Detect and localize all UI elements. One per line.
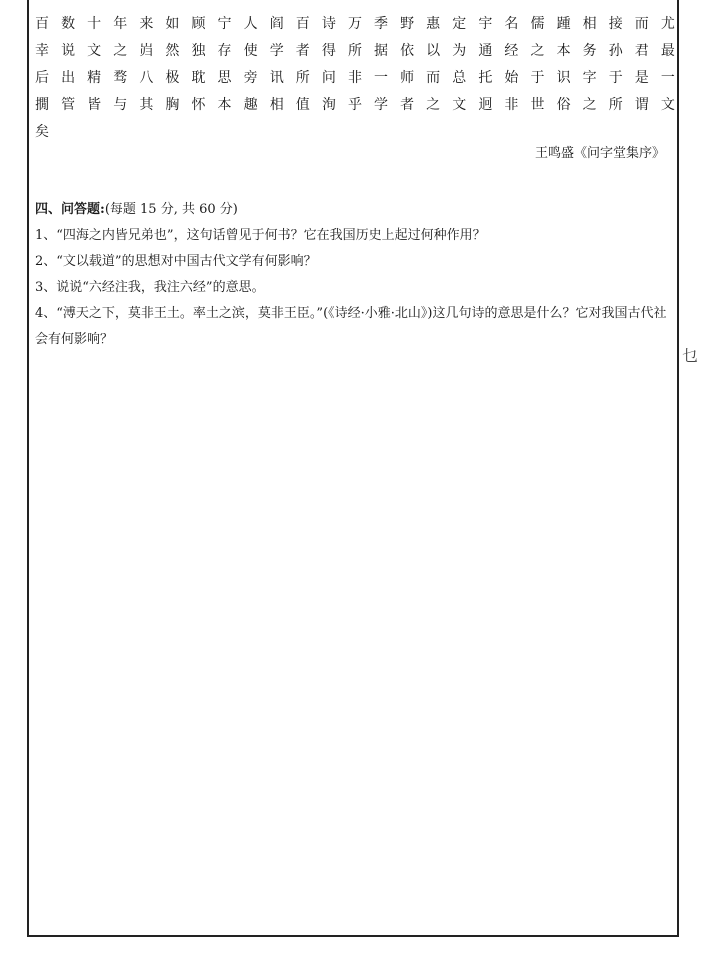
passage-char: 来 xyxy=(139,16,154,32)
passage-char: 如 xyxy=(165,16,180,32)
passage-char: 者 xyxy=(295,43,310,59)
passage-char: 相 xyxy=(269,97,284,113)
passage-char: 文 xyxy=(660,97,675,113)
passage-char: 诗 xyxy=(321,16,336,32)
passage-char: 尤 xyxy=(660,16,675,32)
passage-char: 年 xyxy=(113,16,128,32)
passage-char: 以 xyxy=(426,43,441,59)
passage-char: 据 xyxy=(374,43,389,59)
passage-char: 于 xyxy=(608,70,623,86)
passage-char: 宇 xyxy=(478,16,493,32)
passage-char: 于 xyxy=(530,70,545,86)
passage-char: 最 xyxy=(660,43,675,59)
passage-char: 儒 xyxy=(530,16,545,32)
passage-char: 骛 xyxy=(113,70,128,86)
passage-char: 岿 xyxy=(139,43,154,59)
passage-char: 世 xyxy=(530,97,545,113)
section-score: (每题 15 分, 共 60 分) xyxy=(104,202,238,217)
passage-char: 踵 xyxy=(556,16,571,32)
passage-char: 文 xyxy=(452,97,467,113)
classical-passage xyxy=(35,11,675,146)
passage-line xyxy=(35,65,675,92)
passage-char: 旁 xyxy=(243,70,258,86)
passage-char: 为 xyxy=(452,43,467,59)
question-item: 1、“四海之内皆兄弟也”，这句话曾见于何书？它在我国历史上起过何种作用？ xyxy=(35,228,486,243)
passage-char: 与 xyxy=(113,97,128,113)
passage-char: 学 xyxy=(269,43,284,59)
passage-char: 名 xyxy=(504,16,519,32)
passage-char: 之 xyxy=(426,97,441,113)
passage-char: 之 xyxy=(113,43,128,59)
passage-char: 得 xyxy=(321,43,336,59)
passage-char: 极 xyxy=(165,70,180,86)
passage-char: 之 xyxy=(530,43,545,59)
passage-char: 总 xyxy=(452,70,467,86)
passage-char: 耽 xyxy=(191,70,206,86)
passage-char: 讯 xyxy=(269,70,284,86)
passage-char: 是 xyxy=(634,70,649,86)
passage-char: 十 xyxy=(87,16,102,32)
passage-char: 独 xyxy=(191,43,206,59)
passage-char: 本 xyxy=(217,97,232,113)
passage-char: 经 xyxy=(504,43,519,59)
passage-char: 存 xyxy=(217,43,232,59)
passage-attribution: 王鸣盛《问字堂集序》 xyxy=(534,146,665,161)
passage-char: 君 xyxy=(634,43,649,59)
passage-char: 乎 xyxy=(347,97,362,113)
passage-char: 定 xyxy=(452,16,467,32)
passage-char: 非 xyxy=(504,97,519,113)
passage-char: 托 xyxy=(478,70,493,86)
question-item: 4、“溥天之下，莫非王土。率土之滨，莫非王臣。”(《诗经·小雅·北山》)这几句诗的意思是什么？它对我国古代社会有何影响？ xyxy=(35,306,667,347)
answer-sheet-frame xyxy=(27,0,679,937)
passage-char: 而 xyxy=(426,70,441,86)
passage-char: 一 xyxy=(660,70,675,86)
passage-char: 俗 xyxy=(556,97,571,113)
passage-char: 一 xyxy=(374,70,389,86)
passage-char: 皆 xyxy=(87,97,102,113)
passage-char: 八 xyxy=(139,70,154,86)
passage-char: 说 xyxy=(61,43,76,59)
passage-char: 百 xyxy=(295,16,310,32)
passage-char: 务 xyxy=(582,43,597,59)
passage-char: 识 xyxy=(556,70,571,86)
passage-char: 所 xyxy=(608,97,623,113)
passage-char: 谓 xyxy=(634,97,649,113)
passage-char: 本 xyxy=(556,43,571,59)
passage-char: 胸 xyxy=(165,97,180,113)
stray-handwritten-mark: 乜 xyxy=(682,346,699,365)
passage-char: 迥 xyxy=(478,97,493,113)
passage-char: 而 xyxy=(634,16,649,32)
passage-char: 惠 xyxy=(426,16,441,32)
passage-char: 顾 xyxy=(191,16,206,32)
passage-char: 字 xyxy=(582,70,597,86)
passage-char: 精 xyxy=(87,70,102,86)
passage-char: 百 xyxy=(35,16,49,32)
passage-char: 趣 xyxy=(243,97,258,113)
passage-char: 后 xyxy=(35,70,49,86)
passage-char: 思 xyxy=(217,70,232,86)
passage-char: 文 xyxy=(87,43,102,59)
passage-char: 问 xyxy=(321,70,336,86)
passage-char: 接 xyxy=(608,16,623,32)
passage-char: 相 xyxy=(582,16,597,32)
passage-char: 数 xyxy=(61,16,76,32)
passage-char: 孙 xyxy=(608,43,623,59)
passage-char: 季 xyxy=(374,16,389,32)
passage-char: 撊 xyxy=(35,97,49,113)
passage-char: 值 xyxy=(295,97,310,113)
passage-char: 阎 xyxy=(269,16,284,32)
passage-line xyxy=(35,11,675,38)
section-title xyxy=(35,201,675,219)
passage-char: 所 xyxy=(347,43,362,59)
passage-char: 怀 xyxy=(191,97,206,113)
passage-char: 管 xyxy=(61,97,76,113)
passage-char: 洵 xyxy=(321,97,336,113)
passage-char: 之 xyxy=(582,97,597,113)
passage-line xyxy=(35,38,675,65)
passage-char: 依 xyxy=(400,43,415,59)
question-item: 3、说说“六经注我，我注六经”的意思。 xyxy=(35,280,265,295)
question-item: 2、“文以载道”的思想对中国古代文学有何影响？ xyxy=(35,254,317,269)
passage-line xyxy=(35,92,675,119)
passage-last-line: 矣 xyxy=(35,124,49,140)
passage-char: 通 xyxy=(478,43,493,59)
passage-char: 其 xyxy=(139,97,154,113)
passage-char: 人 xyxy=(243,16,258,32)
passage-char: 使 xyxy=(243,43,258,59)
question-section xyxy=(35,201,675,361)
passage-char: 出 xyxy=(61,70,76,86)
section-heading: 四、问答题: xyxy=(35,202,105,217)
passage-char: 万 xyxy=(347,16,362,32)
passage-char: 野 xyxy=(400,16,415,32)
passage-char: 所 xyxy=(295,70,310,86)
passage-char: 宁 xyxy=(217,16,232,32)
passage-char: 师 xyxy=(400,70,415,86)
passage-char: 始 xyxy=(504,70,519,86)
passage-char: 者 xyxy=(400,97,415,113)
passage-char: 幸 xyxy=(35,43,49,59)
passage-char: 然 xyxy=(165,43,180,59)
passage-char: 非 xyxy=(347,70,362,86)
passage-char: 学 xyxy=(374,97,389,113)
